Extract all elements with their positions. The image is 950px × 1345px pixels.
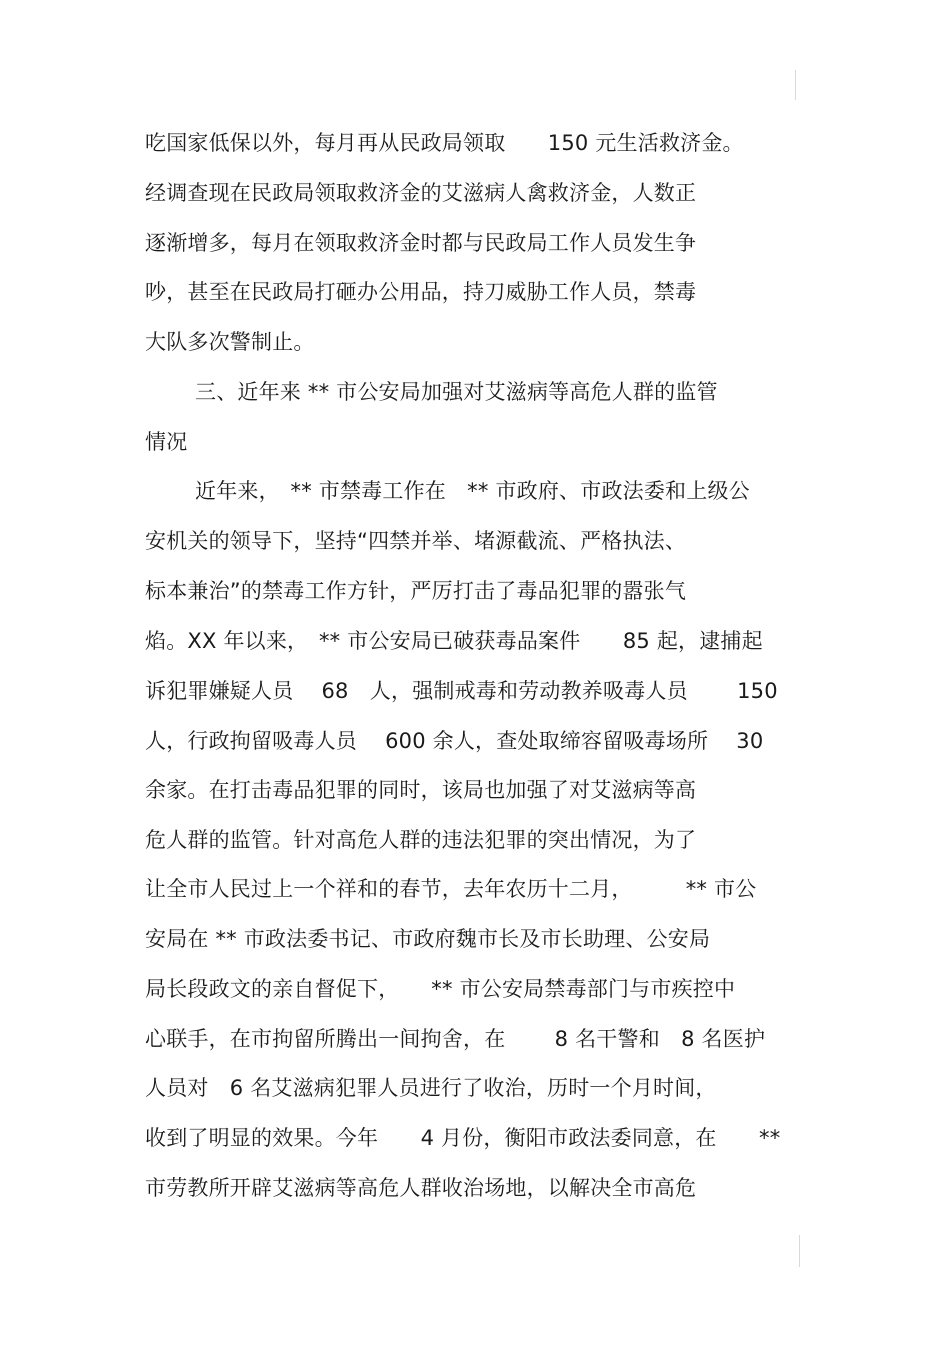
text-line: 安机关的领导下，坚持“四禁并举、堵源截流、严格执法、	[145, 529, 687, 553]
text-line: 逐渐增多，每月在领取救济金时都与民政局工作人员发生争	[145, 231, 697, 255]
text-line: 让全市人民过上一个祥和的春节，去年农历十二月， ** 市公	[145, 877, 757, 901]
section-heading: 三、近年来 ** 市公安局加强对艾滋病等高危人群的监管	[195, 380, 718, 404]
text-line: 吵，甚至在民政局打砸办公用品，持刀威胁工作人员，禁毒	[145, 280, 697, 304]
text-line: 大队多次警制止。	[145, 330, 315, 354]
text-line: 标本兼治”的禁毒工作方针，严厉打击了毒品犯罪的嚣张气	[145, 579, 687, 603]
paragraph-start: 近年来， ** 市禁毒工作在 ** 市政府、市政法委和上级公	[195, 479, 750, 503]
page-edge-mark-top	[795, 70, 796, 100]
text-line: 经调查现在民政局领取救济金的艾滋病人禽救济金，人数正	[145, 181, 697, 205]
text-line: 市劳教所开辟艾滋病等高危人群收治场地，以解决全市高危	[145, 1176, 697, 1200]
text-line: 收到了明显的效果。今年 4 月份，衡阳市政法委同意，在 **	[145, 1126, 781, 1150]
text-line: 焰。XX 年以来， ** 市公安局已破获毒品案件 85 起，逮捕起	[145, 629, 763, 653]
text-line: 诉犯罪嫌疑人员 68 人，强制戒毒和劳动教养吸毒人员 150	[145, 679, 778, 703]
text-line: 吃国家低保以外，每月再从民政局领取 150 元生活救济金。	[145, 131, 744, 155]
text-line: 安局在 ** 市政法委书记、市政府魏市长及市长助理、公安局	[145, 927, 711, 951]
text-line: 余家。在打击毒品犯罪的同时，该局也加强了对艾滋病等高	[145, 778, 697, 802]
text-line: 人员对 6 名艾滋病犯罪人员进行了收治，历时一个月时间，	[145, 1076, 717, 1100]
text-line: 心联手，在市拘留所腾出一间拘舍，在 8 名干警和 8 名医护	[145, 1027, 766, 1051]
page-edge-mark-bottom	[799, 1235, 800, 1267]
text-line: 局长段政文的亲自督促下， ** 市公安局禁毒部门与市疾控中	[145, 977, 736, 1001]
section-heading-continuation: 情况	[145, 430, 188, 454]
text-line: 人，行政拘留吸毒人员 600 余人，查处取缔容留吸毒场所 30	[145, 729, 764, 753]
text-line: 危人群的监管。针对高危人群的违法犯罪的突出情况，为了	[145, 828, 697, 852]
